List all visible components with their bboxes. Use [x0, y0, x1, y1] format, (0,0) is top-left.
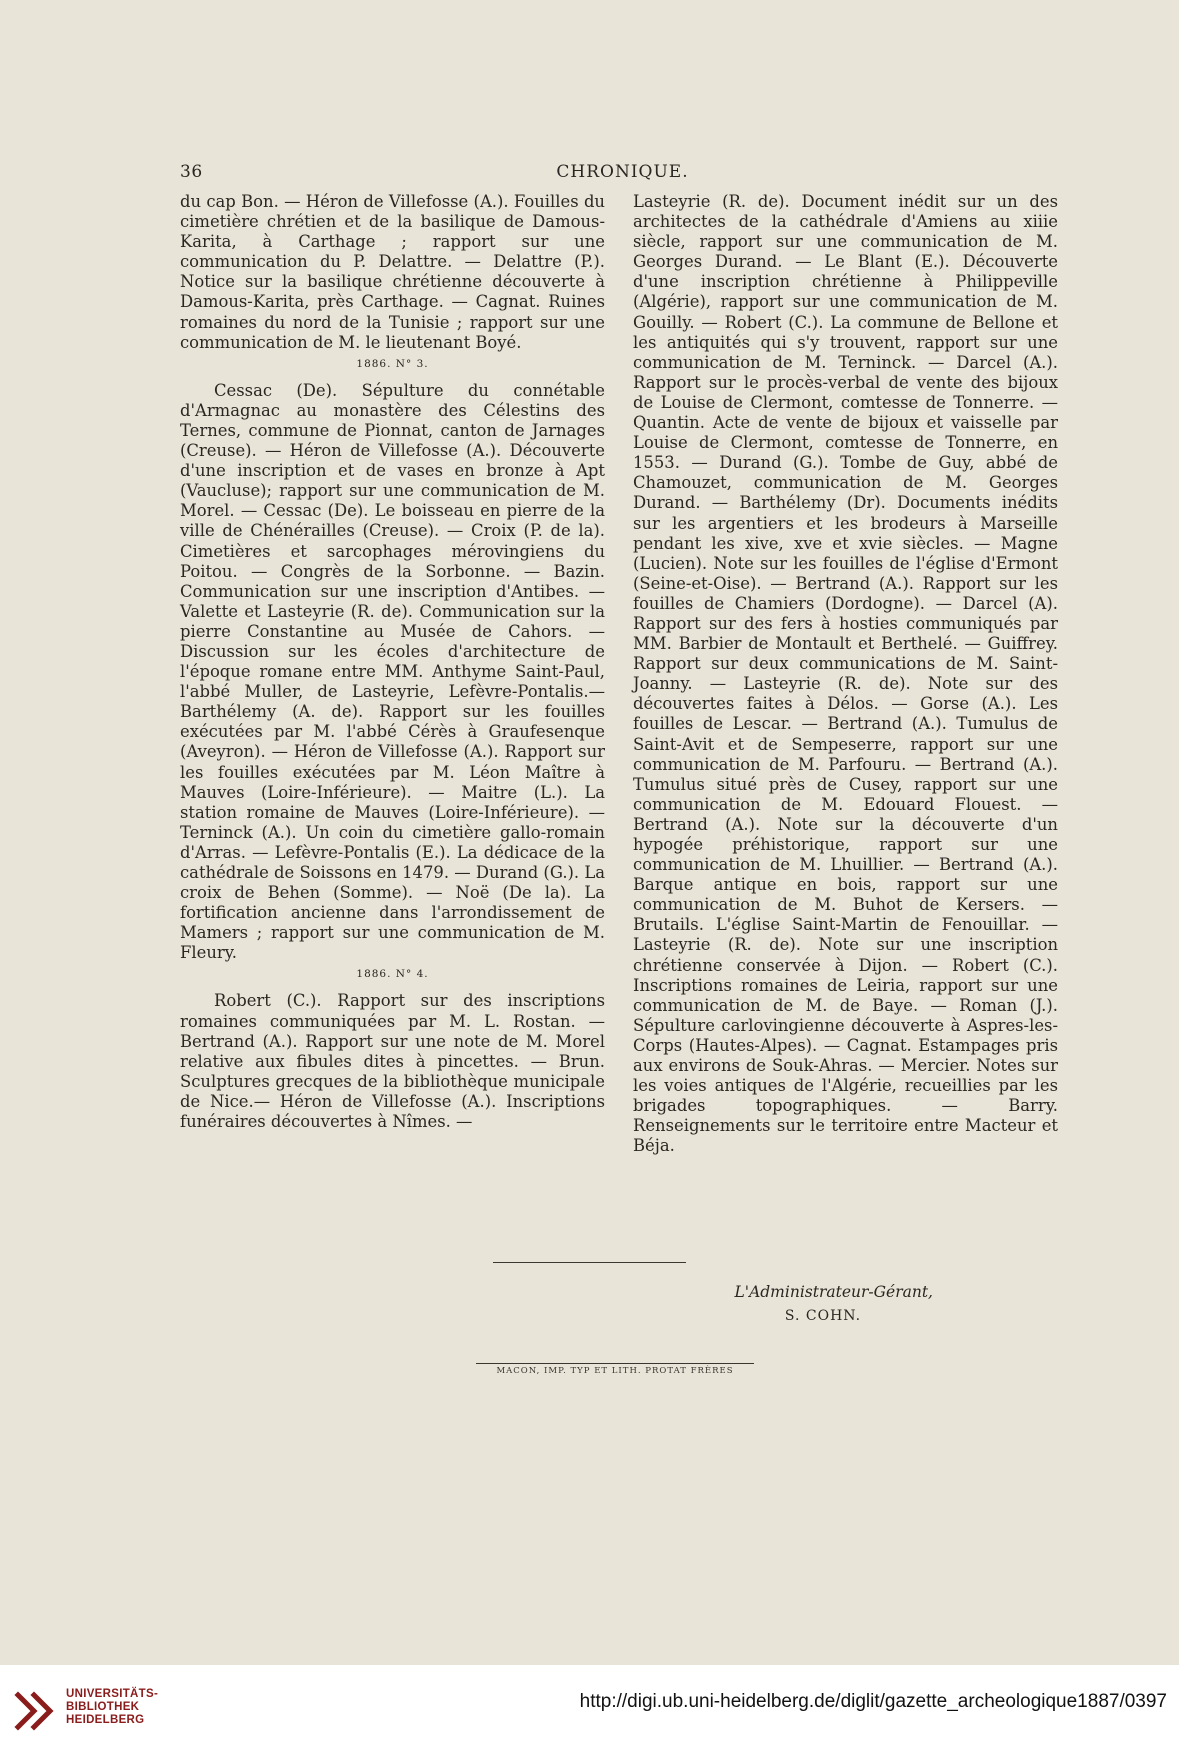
- session-heading-4: 1886. N° 4.: [356, 968, 429, 981]
- signature-block: [633, 1280, 933, 1328]
- institution-line-3: HEIDELBERG: [66, 1714, 145, 1726]
- university-library-logo-icon: [14, 1687, 56, 1733]
- left-paragraph-1: du cap Bon. — Héron de Villefosse (A.). Fouilles du cimetière chrétien et de la basilique de Damous-Karita, à Carthage ; rapport sur une communication du P. Delattre. — Delattre (P.). Notice sur la basilique chrétienne découverte à Damous-Karita, près Carthage. — Cagnat. Ruines romaines du nord de la Tunisie ; rapport sur une communication de M. le lieutenant Boyé.: [180, 192, 605, 352]
- left-paragraph-3: Robert (C.). Rapport sur des inscriptions romaines communiquées par M. L. Rostan. — Bertrand (A.). Rapport sur une note de M. Morel relative aux fibules dites à pincettes. — Brun. Sculptures grecques de la bibliothèque municipale de Nice.— Héron de Villefosse (A.). Inscriptions funéraires découvertes à Nîmes. —: [180, 991, 605, 1132]
- right-column: [633, 192, 1058, 1157]
- signature-role: L'Administrateur-Gérant,: [734, 1283, 933, 1301]
- left-paragraph-2: Cessac (De). Sépulture du connétable d'Armagnac au monastère des Célestins des Ternes, commune de Pionnat, canton de Jarnages (Creuse). — Héron de Villefosse (A.). Découverte d'une inscription et de vases en bronze à Apt (Vaucluse); rapport sur une communication de M. Morel. — Cessac (De). Le boisseau en pierre de la ville de Chénérailles (Creuse). — Croix (P. de la). Cimetières et sarcophages mérovingiens du Poitou. — Congrès de la Sorbonne. — Bazin. Communication sur une inscription d'Antibes. — Valette et Lasteyrie (R. de). Communication sur la pierre Constantine au Musée de Cahors. — Discussion sur les écoles d'architecture de l'époque romane entre MM. Anthyme Saint-Paul, l'abbé Muller, de Lasteyrie, Lefèvre-Pontalis.—Barthélemy (A. de). Rapport sur les fouilles exécutées par M. l'abbé Cérès à Graufesenque (Aveyron). — Héron de Villefosse (A.). Rapport sur les fouilles exécutées par M. Léon Maître à Mauves (Loire-Inférieure). — Maitre (L.). La station romaine de Mauves (Loire-Inférieure). — Terninck (A.). Un coin du cimetière gallo-romain d'Arras. — Lefèvre-Pontalis (E.). La dédicace de la cathédrale de Soissons en 1479. — Durand (G.). La croix de Behen (Somme). — Noë (De la). La fortification ancienne dans l'arrondissement de Mamers ; rapport sur une communication de M. Fleury.: [180, 380, 606, 963]
- running-title: CHRONIQUE.: [556, 162, 689, 182]
- source-url-link[interactable]: http://digi.ub.uni-heidelberg.de/diglit/gazette_archeologique1887/0397: [579, 1691, 1167, 1712]
- institution-line-1: UNIVERSITÄTS-: [66, 1688, 159, 1700]
- right-paragraph-1: Lasteyrie (R. de). Document inédit sur un des architectes de la cathédrale d'Amiens au xiiie siècle, rapport sur une communication de M. Georges Durand. — Le Blant (E.). Découverte d'une inscription chrétienne à Philippeville (Algérie), rapport sur une communication de M. Gouilly. — Robert (C.). La commune de Bellone et les antiquités qui s'y trouvent, rapport sur une communication de M. Terninck. — Darcel (A.). Rapport sur le procès-verbal de vente des bijoux de Louise de Clermont, comtesse de Tonnerre. — Quantin. Acte de vente de bijoux et vaisselle par Louise de Clermont, comtesse de Tonnerre, en 1553. — Durand (G.). Tombe de Guy, abbé de Chamouzet, communication de M. Georges Durand. — Barthélemy (Dr). Documents inédits sur les argentiers et les brodeurs à Marseille pendant les xive, xve et xvie siècles. — Magne (Lucien). Note sur les fouilles de l'église d'Ermont (Seine-et-Oise). — Bertrand (A.). Rapport sur les fouilles de Chamiers (Dordogne). — Darcel (A). Rapport sur des fers à hosties communiqués par MM. Barbier de Montault et Berthelé. — Guiffrey. Rapport sur deux communications de M. Saint-Joanny. — Lasteyrie (R. de). Note sur des découvertes faites à Délos. — Gorse (A.). Les fouilles de Lescar. — Bertrand (A.). Tumulus de Saint-Avit et de Sempeserre, rapport sur une communication de M. Parfouru. — Bertrand (A.). Tumulus situé près de Cusey, rapport sur une communication de M. Edouard Flouest. — Bertrand (A.). Note sur la découverte d'un hypogée préhistorique, rapport sur une communication de M. Lhuillier. — Bertrand (A.). Barque antique en bois, rapport sur une communication de M. Buhot de Kersers. — Brutails. L'église Saint-Martin de Fenouillar. — Lasteyrie (R. de). Note sur une inscription chrétienne conservée à Dijon. — Robert (C.). Inscriptions romaines de Leiria, rapport sur une communication de M. de Baye. — Roman (J.). Sépulture carlovingienne découverte à Aspres-les-Corps (Hautes-Alpes). — Cagnat. Estampages pris aux environs de Souk-Ahras. — Mercier. Notes sur les voies antiques de l'Algérie, recueillies par les brigades topographiques. — Barry. Renseignements sur le territoire entre Macteur et Béja.: [633, 192, 1058, 1156]
- running-head: [180, 162, 1065, 186]
- signature-name: S. COHN.: [784, 1308, 862, 1324]
- session-heading-3: 1886. N° 3.: [356, 357, 429, 370]
- page-number: 36: [180, 162, 203, 182]
- library-footer: [0, 1665, 1179, 1750]
- left-column: [180, 192, 605, 1132]
- institution-name: [66, 1688, 206, 1727]
- printer-imprint: MACON, IMP. TYP ET LITH. PROTAT FRÈRES: [476, 1363, 754, 1376]
- institution-line-2: BIBLIOTHEK: [66, 1701, 140, 1713]
- closing-rule: [493, 1262, 686, 1263]
